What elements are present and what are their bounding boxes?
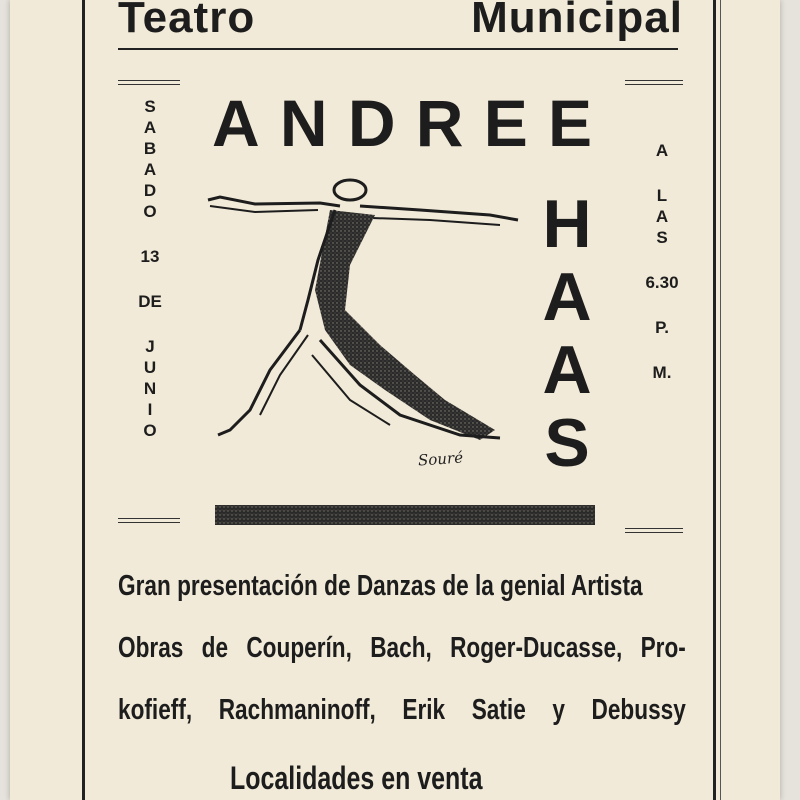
date-text: U xyxy=(143,358,157,377)
date-text: 13 xyxy=(140,247,160,266)
first-name-letter: R xyxy=(415,86,464,160)
program-line xyxy=(118,570,686,610)
program-word: Satie xyxy=(471,694,526,726)
right-bottom-rule xyxy=(625,528,683,529)
dancer-illustration xyxy=(200,170,520,480)
stage-floor-bar xyxy=(215,505,595,525)
program-line xyxy=(230,760,673,800)
venue-word-1: Teatro xyxy=(118,0,256,42)
surname-letter: S xyxy=(544,405,590,481)
surname-letter: A xyxy=(542,259,592,335)
first-name-letter: E xyxy=(483,86,528,160)
program-word: Pro- xyxy=(640,632,686,664)
left-border-line xyxy=(82,0,85,800)
program-word: Obras xyxy=(118,632,184,664)
program-line xyxy=(118,694,686,734)
time-text: M. xyxy=(652,363,672,382)
time-text: A xyxy=(655,207,669,226)
venue-title xyxy=(118,0,683,44)
venue-word-2: Municipal xyxy=(471,0,683,42)
date-text: O xyxy=(143,421,157,440)
time-text: 6.30 xyxy=(645,273,679,292)
date-text: O xyxy=(143,202,157,221)
surname-letter: H xyxy=(542,186,592,262)
right-border-inner-line xyxy=(720,0,721,800)
date-text: J xyxy=(145,337,155,356)
program-word: Roger-Ducasse, xyxy=(450,632,623,664)
right-border-line xyxy=(713,0,716,800)
time-text: L xyxy=(656,186,668,205)
right-top-rule xyxy=(625,80,683,81)
program-word: kofieff, xyxy=(118,694,193,726)
date-text: DE xyxy=(138,292,162,311)
program-word: Erik xyxy=(402,694,446,726)
first-name-letter: N xyxy=(279,86,328,160)
left-top-rule xyxy=(118,80,180,81)
date-text: S xyxy=(144,97,156,116)
program-word: de xyxy=(201,632,229,664)
program-line xyxy=(118,632,686,672)
date-text: I xyxy=(147,400,153,419)
date-text: A xyxy=(143,160,157,179)
surname-letter: A xyxy=(542,332,592,408)
program-word: Gran presentación de Danzas de la genial Artista xyxy=(118,570,643,602)
time-text: P. xyxy=(655,318,669,337)
date-text: A xyxy=(143,118,157,137)
program-word: Debussy xyxy=(591,694,686,726)
artist-first-name xyxy=(212,88,592,158)
first-name-letter: E xyxy=(547,86,592,160)
program-word: Bach, xyxy=(370,632,432,664)
date-text: D xyxy=(143,181,157,200)
program-word: Rachmaninoff, xyxy=(218,694,376,726)
program-word: Localidades en venta xyxy=(230,760,483,796)
artist-surname xyxy=(532,186,602,490)
first-name-letter: A xyxy=(212,86,260,160)
date-text: B xyxy=(143,139,157,158)
program-word: y xyxy=(552,694,565,726)
left-bottom-rule xyxy=(118,518,180,519)
date-text: N xyxy=(143,379,157,398)
time-text: S xyxy=(656,228,668,247)
time-column xyxy=(642,142,682,385)
venue-underline xyxy=(118,48,678,50)
date-column xyxy=(140,98,160,443)
program-word: Couperín, xyxy=(246,632,352,664)
first-name-letter: D xyxy=(347,86,396,160)
time-text: A xyxy=(655,141,669,160)
artist-signature: Souré xyxy=(417,448,464,470)
